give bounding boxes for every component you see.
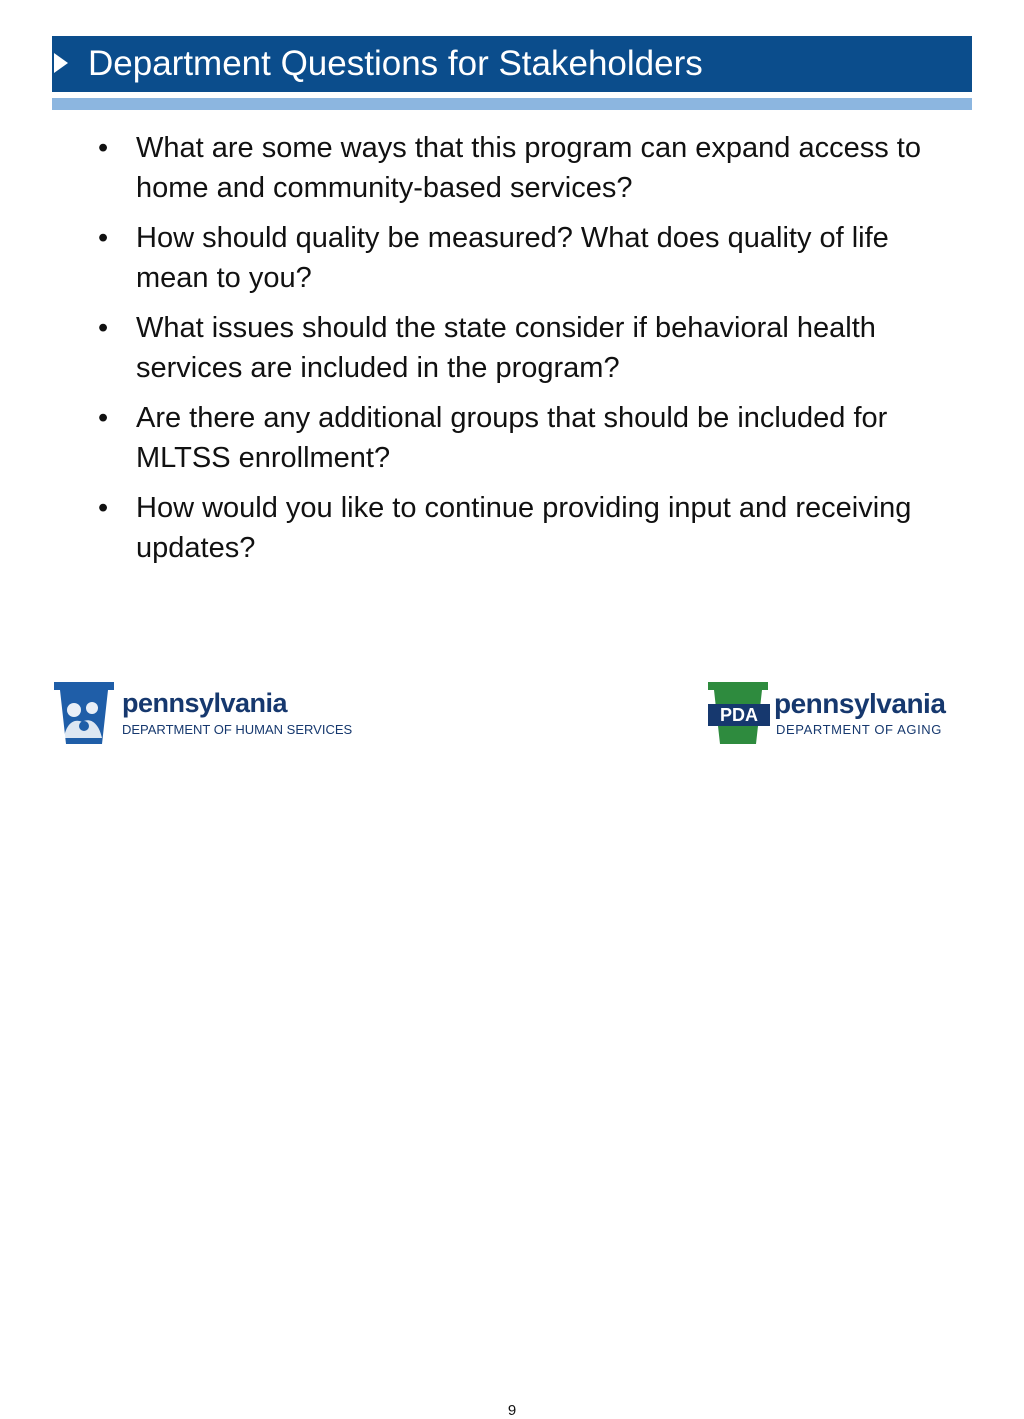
bullet-item	[98, 308, 928, 388]
bullet-marker: •	[98, 312, 109, 344]
bullet-text: What are some ways that this program can expand access to home and community-based services?	[136, 132, 921, 204]
bullet-text: How should quality be measured? What does quality of life mean to you?	[136, 222, 889, 294]
logo-department: DEPARTMENT OF HUMAN SERVICES	[122, 722, 353, 737]
bullet-item	[98, 128, 928, 208]
bullet-text: Are there any additional groups that should be included for MLTSS enrollment?	[136, 402, 888, 474]
bullet-item	[98, 218, 928, 298]
bullet-list	[98, 128, 928, 578]
pda-logo	[706, 680, 968, 746]
logo-department: DEPARTMENT OF AGING	[776, 722, 942, 737]
dhs-logo	[52, 680, 362, 746]
arrow-right-icon	[54, 53, 68, 73]
logo-wordmark: pennsylvania	[122, 688, 288, 718]
slide-title: Department Questions for Stakeholders	[88, 44, 703, 83]
keystone-pda-icon	[706, 680, 770, 746]
pda-badge-text: PDA	[719, 705, 759, 725]
bullet-marker: •	[98, 492, 109, 524]
bullet-marker: •	[98, 132, 109, 164]
bullet-item	[98, 488, 928, 568]
title-bar	[52, 36, 972, 92]
bullet-marker: •	[98, 222, 109, 254]
bullet-text: What issues should the state consider if behavioral health services are included in the program?	[136, 312, 876, 384]
keystone-family-icon	[52, 680, 116, 746]
bullet-item	[98, 398, 928, 478]
bullet-marker: •	[98, 402, 109, 434]
logo-wordmark: pennsylvania	[774, 688, 946, 719]
page-number: 9	[507, 1402, 517, 1419]
bullet-text: How would you like to continue providing input and receiving updates?	[136, 492, 912, 564]
accent-bar	[52, 98, 972, 110]
footer	[0, 680, 1024, 1419]
